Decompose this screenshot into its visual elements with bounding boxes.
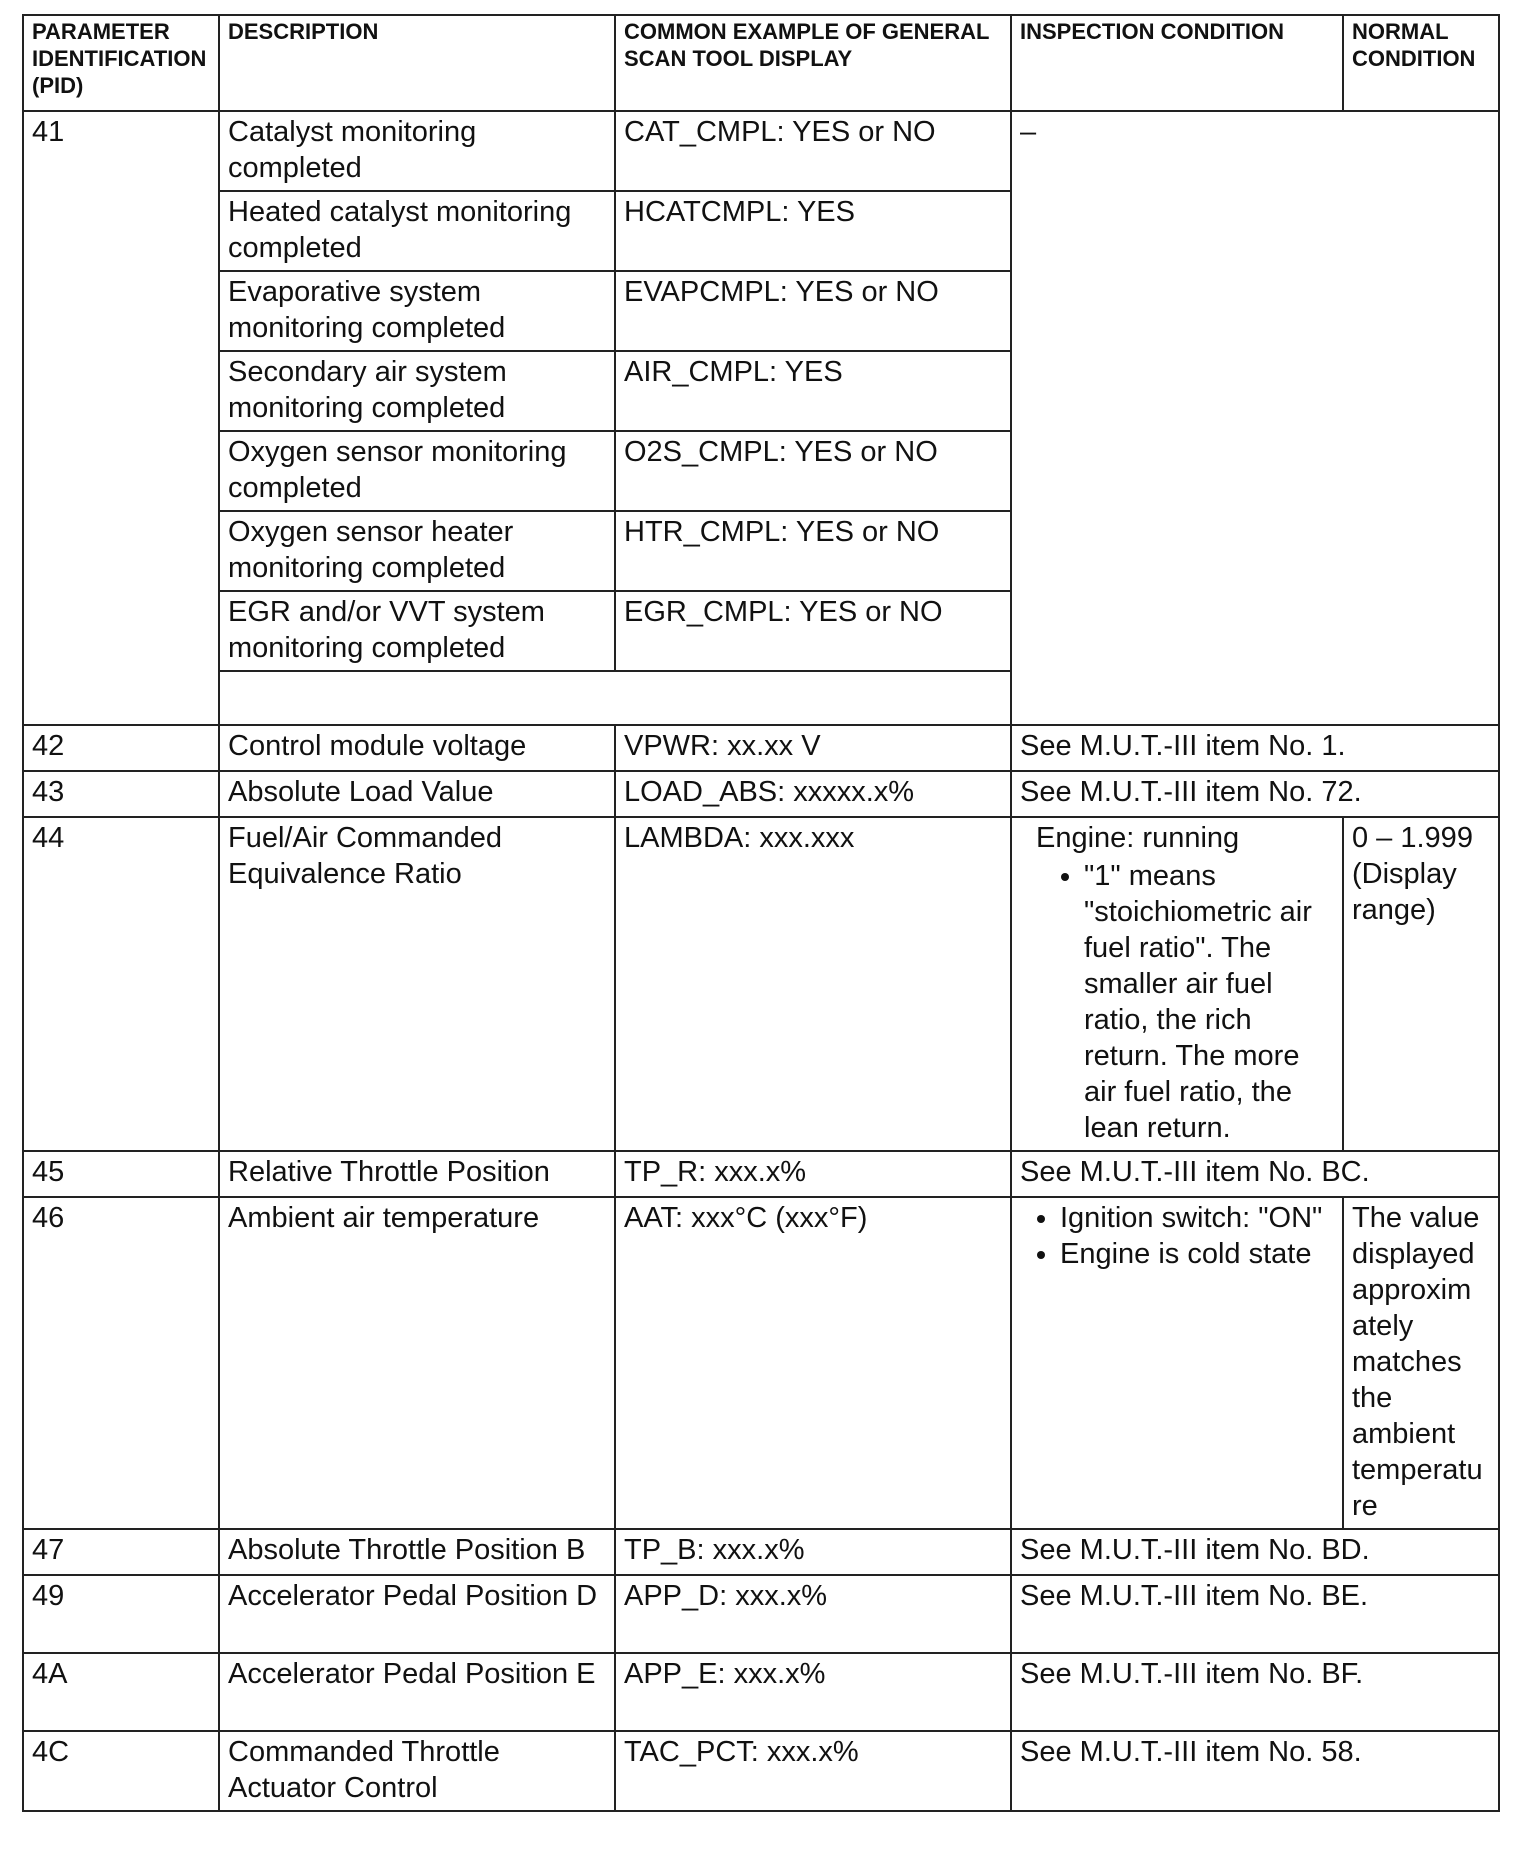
display-cell: TAC_PCT: xxx.x%: [615, 1731, 1011, 1811]
description-cell: Ambient air temperature: [219, 1197, 615, 1529]
description-cell: Oxygen sensor monitoring completed: [219, 431, 615, 511]
table-row: [23, 1151, 1499, 1197]
table-row: [23, 1197, 1499, 1529]
list-item: • Engine is cold state: [1060, 1236, 1334, 1272]
pid-cell: 41: [23, 111, 219, 725]
description-cell: Catalyst monitoring completed: [219, 111, 615, 191]
inspection-title: Engine: running: [1036, 822, 1240, 854]
table-row: [23, 1529, 1499, 1575]
header-pid: PARAMETER IDENTIFICATION (PID): [23, 15, 219, 111]
pid-cell: 49: [23, 1575, 219, 1653]
condition-cell: See M.U.T.-III item No. 1.: [1011, 725, 1499, 771]
inspection-condition-cell: [1011, 817, 1343, 1151]
description-cell: Accelerator Pedal Position E: [219, 1653, 615, 1731]
display-cell: TP_R: xxx.x%: [615, 1151, 1011, 1197]
description-cell: Heated catalyst monitoring completed: [219, 191, 615, 271]
description-cell: Relative Throttle Position: [219, 1151, 615, 1197]
list-item: • "1" means "stoichiometric air fuel ratio". The smaller air fuel ratio, the rich return. The more air fuel ratio, the lean return.: [1084, 858, 1334, 1146]
inspection-bullets: [1020, 858, 1334, 1146]
pid-table: [22, 14, 1500, 1812]
display-cell: LAMBDA: xxx.xxx: [615, 817, 1011, 1151]
condition-cell: See M.U.T.-III item No. 58.: [1011, 1731, 1499, 1811]
header-scan-tool-display: COMMON EXAMPLE OF GENERAL SCAN TOOL DISPLAY: [615, 15, 1011, 111]
condition-cell: See M.U.T.-III item No. BF.: [1011, 1653, 1499, 1731]
pid-cell: 42: [23, 725, 219, 771]
display-cell: EVAPCMPL: YES or NO: [615, 271, 1011, 351]
description-cell: Secondary air system monitoring completed: [219, 351, 615, 431]
normal-condition-cell: 0 – 1.999 (Display range): [1343, 817, 1499, 1151]
header-inspection-condition: INSPECTION CONDITION: [1011, 15, 1343, 111]
pid-cell: 4A: [23, 1653, 219, 1731]
display-cell: VPWR: xx.xx V: [615, 725, 1011, 771]
inspection-bullets: [1020, 1200, 1334, 1272]
pid-cell: 43: [23, 771, 219, 817]
condition-cell: –: [1011, 111, 1499, 725]
display-cell: APP_D: xxx.x%: [615, 1575, 1011, 1653]
description-cell: Evaporative system monitoring completed: [219, 271, 615, 351]
display-cell: TP_B: xxx.x%: [615, 1529, 1011, 1575]
description-cell: Absolute Load Value: [219, 771, 615, 817]
description-cell: Accelerator Pedal Position D: [219, 1575, 615, 1653]
display-cell: APP_E: xxx.x%: [615, 1653, 1011, 1731]
table-row: [23, 1575, 1499, 1653]
header-normal-condition: NORMAL CONDITION: [1343, 15, 1499, 111]
pid-cell: 47: [23, 1529, 219, 1575]
description-cell: EGR and/or VVT system monitoring completed: [219, 591, 615, 671]
pid-cell: 46: [23, 1197, 219, 1529]
list-item: • Ignition switch: "ON": [1060, 1200, 1334, 1236]
display-cell: O2S_CMPL: YES or NO: [615, 431, 1011, 511]
header-row: [23, 15, 1499, 111]
table-row: [23, 1653, 1499, 1731]
condition-cell: See M.U.T.-III item No. 72.: [1011, 771, 1499, 817]
display-cell: HTR_CMPL: YES or NO: [615, 511, 1011, 591]
description-cell: Control module voltage: [219, 725, 615, 771]
table-row: [23, 1731, 1499, 1811]
display-cell: CAT_CMPL: YES or NO: [615, 111, 1011, 191]
description-cell: Absolute Throttle Position B: [219, 1529, 615, 1575]
blank-cell: [219, 671, 1011, 725]
display-cell: AAT: xxx°C (xxx°F): [615, 1197, 1011, 1529]
table-row: [23, 111, 1499, 191]
header-description: DESCRIPTION: [219, 15, 615, 111]
inspection-condition-cell: [1011, 1197, 1343, 1529]
condition-cell: See M.U.T.-III item No. BC.: [1011, 1151, 1499, 1197]
description-cell: Fuel/Air Commanded Equivalence Ratio: [219, 817, 615, 1151]
pid-cell: 44: [23, 817, 219, 1151]
condition-cell: See M.U.T.-III item No. BE.: [1011, 1575, 1499, 1653]
description-cell: Oxygen sensor heater monitoring completed: [219, 511, 615, 591]
normal-condition-cell: The value displayed approxim ately matches the ambient temperatu re: [1343, 1197, 1499, 1529]
display-cell: HCATCMPL: YES: [615, 191, 1011, 271]
pid-cell: 45: [23, 1151, 219, 1197]
table-row: [23, 771, 1499, 817]
display-cell: LOAD_ABS: xxxxx.x%: [615, 771, 1011, 817]
table-row: [23, 817, 1499, 1151]
pid-cell: 4C: [23, 1731, 219, 1811]
table-row: [23, 725, 1499, 771]
description-cell: Commanded Throttle Actuator Control: [219, 1731, 615, 1811]
condition-cell: See M.U.T.-III item No. BD.: [1011, 1529, 1499, 1575]
display-cell: EGR_CMPL: YES or NO: [615, 591, 1011, 671]
display-cell: AIR_CMPL: YES: [615, 351, 1011, 431]
